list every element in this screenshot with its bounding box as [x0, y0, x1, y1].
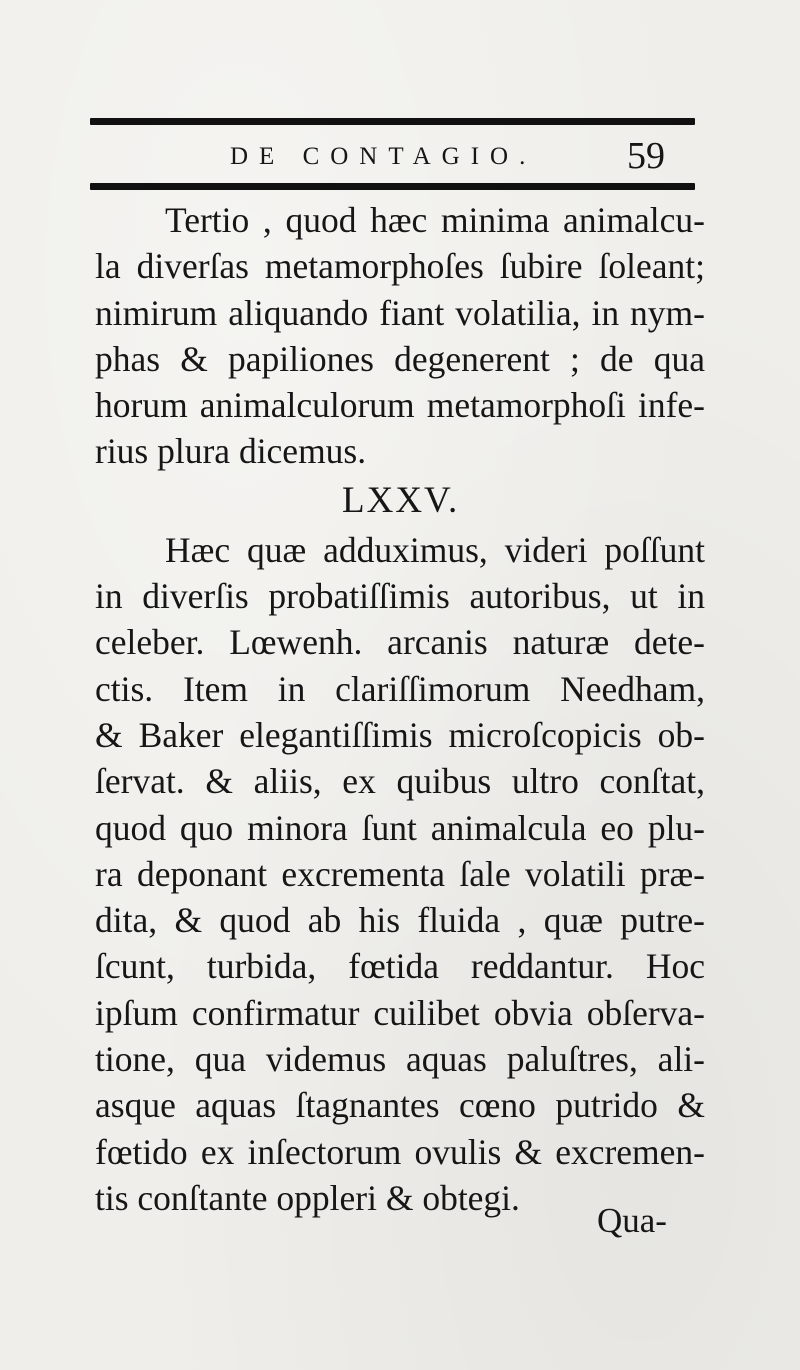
header-rule-top — [90, 118, 695, 125]
text-line: ſcunt, turbida, fœtida reddantur. Hoc — [95, 946, 705, 987]
catchword: Qua- — [597, 1201, 667, 1240]
header-rule-bottom — [90, 183, 695, 190]
text-line: Hæc quæ adduximus, videri poſſunt — [165, 529, 705, 570]
text-line: nimirum aliquando fiant volatilia, in nym- — [95, 292, 705, 333]
running-title: DE CONTAGIO. — [230, 143, 537, 170]
section-heading: LXXV. — [342, 479, 460, 521]
text-line: horum animalculorum metamorphoſi infe- — [95, 385, 705, 426]
text-line: asque aquas ſtagnantes cœno putrido & — [95, 1085, 705, 1126]
text-line: quod quo minora ſunt animalcula eo plu- — [95, 807, 705, 848]
paragraph-1 — [95, 197, 705, 475]
text-line: ra deponant excrementa ſale volatili præ- — [95, 853, 705, 894]
text-line: tis conſtante oppleri & obtegi. — [95, 1177, 520, 1218]
text-line: ipſum confirmatur cuilibet obvia obſerva- — [95, 992, 705, 1033]
body-text — [95, 197, 705, 1221]
text-line: & Baker elegantiſſimis microſcopicis ob- — [95, 714, 705, 755]
text-line: fœtido ex inſectorum ovulis & excremen- — [95, 1131, 705, 1172]
page-number: 59 — [627, 135, 665, 177]
text-line: phas & papiliones degenerent ; de qua — [95, 338, 705, 379]
text-line: in diverſis probatiſſimis autoribus, ut in — [95, 576, 705, 617]
text-line: Tertio , quod hæc minima animalcu- — [165, 200, 705, 240]
text-line: ctis. Item in clariſſimorum Needham, — [95, 668, 705, 709]
text-line: tione, qua videmus aquas paluſtres, ali- — [95, 1039, 705, 1080]
text-line: rius plura dicemus. — [95, 431, 367, 472]
text-line: la diverſas metamorphoſes ſubire ſoleant; — [95, 246, 705, 287]
text-line: dita, & quod ab his fluida , quæ putre- — [95, 900, 705, 941]
paragraph-2 — [95, 527, 705, 1221]
text-line: celeber. Lœwenh. arcanis naturæ dete- — [95, 622, 705, 663]
text-line: ſervat. & aliis, ex quibus ultro conſtat, — [95, 761, 705, 802]
